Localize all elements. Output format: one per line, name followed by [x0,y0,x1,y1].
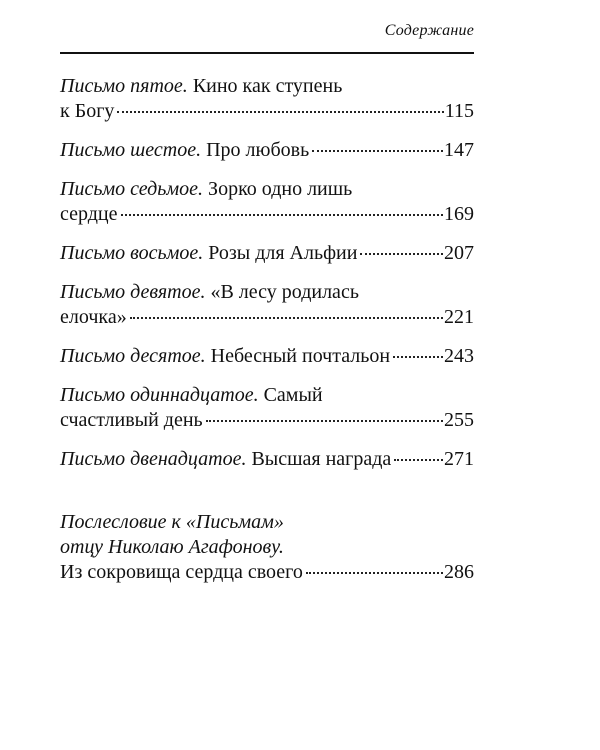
dot-leader [312,150,443,152]
toc-entry-title-end: к Богу [60,100,115,122]
dot-leader [393,356,443,358]
toc-entry-first-line [60,280,474,305]
toc-entry-first-line [60,74,474,99]
toc-entry-text [60,138,309,163]
dot-leader [306,572,443,574]
header-rule [60,52,474,54]
toc-entry-last-line [60,241,474,266]
toc-page-number: 147 [444,139,474,161]
dot-leader [206,420,443,422]
toc-entry-title: Небесный почтальон [210,345,391,367]
toc-entry-text [60,344,390,369]
toc-entry-title: Про любовь [206,139,310,161]
toc-entry-last-line [60,408,474,433]
dot-leader [360,253,443,255]
toc-entry-last-line [60,560,474,585]
dot-leader [130,317,443,319]
toc-entry-first-line [60,177,474,202]
toc-entry [60,138,474,163]
toc-entry-label: Письмо восьмое. [60,242,204,264]
toc-entry-first-line [60,383,474,408]
toc-entry [60,177,474,227]
table-of-contents [60,74,474,599]
running-head: Содержание [384,22,474,39]
toc-entry [60,241,474,266]
dot-leader [394,459,443,461]
toc-entry [60,383,474,433]
toc-entry-title: «В лесу родилась [210,281,359,303]
toc-entry-last-line [60,138,474,163]
toc-entry [60,280,474,330]
toc-entry-label: Письмо шестое. [60,139,202,161]
toc-entry-last-line [60,99,474,124]
toc-entry-title: Высшая награда [251,448,392,470]
toc-entry-title: Зорко одно лишь [208,178,353,200]
dot-leader [117,111,443,113]
toc-entry-title: Кино как ступень [192,75,343,97]
toc-entry-last-line [60,447,474,472]
toc-entry-label: Письмо одиннадцатое. [60,384,259,406]
toc-entry-last-line [60,305,474,330]
afterword-title: Из сокровища сердца своего [60,561,303,583]
toc-entry-title: Розы для Альфии [208,242,358,264]
toc-afterword [60,510,474,585]
toc-entry-label: Письмо девятое. [60,281,206,303]
dot-leader [121,214,444,216]
toc-entry-text [60,447,391,472]
toc-page-number: 271 [444,448,474,470]
toc-entry [60,74,474,124]
toc-page-number: 255 [444,409,474,431]
toc-entry-label: Письмо двенадцатое. [60,448,247,470]
toc-entry-title: Самый [263,384,323,406]
toc-entry [60,344,474,369]
afterword-label-line-2: отцу Николаю Агафонову. [60,536,284,558]
toc-entry-last-line [60,202,474,227]
toc-page-number: 221 [444,306,474,328]
toc-entry-label: Письмо пятое. [60,75,188,97]
toc-page-number: 115 [444,100,474,122]
toc-entry-text [60,241,357,266]
toc-page-number: 286 [444,561,474,583]
toc-page-number: 207 [444,242,474,264]
toc-entry-label: Письмо десятое. [60,345,206,367]
toc-entry-label: Письмо седьмое. [60,178,204,200]
toc-entry [60,447,474,472]
toc-entry-title-end: сердце [60,203,118,225]
toc-page-number: 169 [444,203,474,225]
toc-entry-title-end: елочка» [60,306,127,328]
toc-page-number: 243 [444,345,474,367]
toc-entry-last-line [60,344,474,369]
afterword-label-line-1: Послесловие к «Письмам» [60,511,284,533]
toc-entry-title-end: счастливый день [60,409,203,431]
